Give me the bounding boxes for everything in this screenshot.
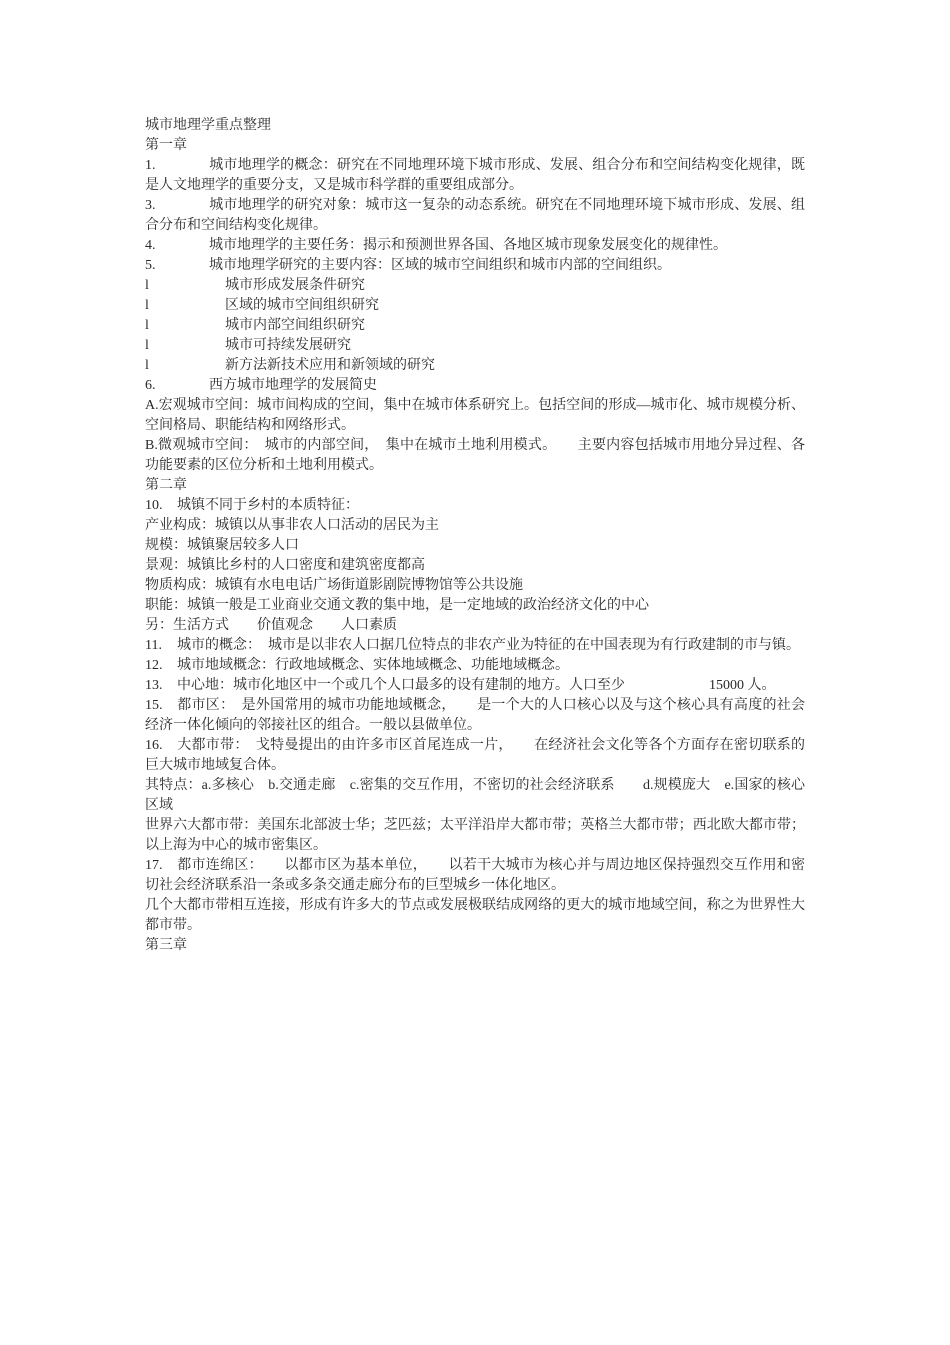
paragraph-text: 景观：城镇比乡村的人口密度和建筑密度都高 (145, 558, 425, 573)
bullet-item (145, 296, 805, 316)
list-number-marker: 15. (145, 698, 163, 713)
list-number-marker: 1. (145, 158, 156, 173)
paragraph (145, 896, 805, 936)
paragraph-text: 城市可持续发展研究 (225, 338, 351, 353)
paragraph (145, 436, 805, 476)
paragraph-text: 西方城市地理学的发展简史 (209, 378, 377, 393)
paragraph (145, 536, 805, 556)
numbered-item (145, 656, 805, 676)
paragraph-text: 中心地：城市化地区中一个或几个人口最多的设有建制的地方。人口至少 15000 人。 (177, 678, 776, 693)
paragraph (145, 776, 805, 816)
list-number-marker: 17. (145, 858, 163, 873)
list-number-marker: 16. (145, 738, 163, 753)
paragraph-text: 职能：城镇一般是工业商业交通文教的集中地，是一定地域的政治经济文化的中心 (145, 598, 649, 613)
list-number-marker: 6. (145, 378, 156, 393)
paragraph (145, 576, 805, 596)
paragraph (145, 556, 805, 576)
paragraph (145, 596, 805, 616)
paragraph-text: 城市的概念： 城市是以非农人口据几位特点的非农产业为特征的在中国表现为有行政建制的市与镇。 (177, 638, 800, 653)
paragraph-text: A.宏观城市空间：城市间构成的空间，集中在城市体系研究上。包括空间的形成—城市化、城市规模分析、空间格局、职能结构和网络形式。 (145, 398, 805, 433)
paragraph (145, 816, 805, 856)
paragraph-text: 世界六大都市带：美国东北部波士华；芝匹兹；太平洋沿岸大都市带；英格兰大都市带；西北欧大都市带；以上海为中心的城市密集区。 (145, 818, 805, 853)
paragraph-text: 城镇不同于乡村的本质特征： (177, 498, 359, 513)
paragraph-text: 第一章 (145, 138, 187, 153)
paragraph-text: 区域的城市空间组织研究 (225, 298, 379, 313)
list-number-marker: 10. (145, 498, 163, 513)
paragraph-text: 城市形成发展条件研究 (225, 278, 365, 293)
numbered-item (145, 676, 805, 696)
paragraph-text: B.微观城市空间： 城市的内部空间， 集中在城市土地利用模式。 主要内容包括城市用地分异过程、各功能要素的区位分析和土地利用模式。 (145, 438, 805, 473)
paragraph-text: 另：生活方式 价值观念 人口素质 (145, 618, 397, 633)
numbered-item (145, 156, 805, 196)
paragraph-text: 产业构成：城镇以从事非农人口活动的居民为主 (145, 518, 439, 533)
paragraph-text: 新方法新技术应用和新领域的研究 (225, 358, 435, 373)
numbered-item (145, 736, 805, 776)
paragraph (145, 616, 805, 636)
numbered-item (145, 636, 805, 656)
list-number-marker: 13. (145, 678, 163, 693)
paragraph-text: 其特点：a.多核心 b.交通走廊 c.密集的交互作用，不密切的社会经济联系 d.规模庞大 e.国家的核心区域 (145, 778, 805, 813)
paragraph-text: 都市区： 是外国常用的城市功能地域概念， 是一个大的人口核心以及与这个核心具有高度的社会经济一体化倾向的邻接社区的组合。一般以县做单位。 (145, 698, 805, 733)
bullet-marker: l (145, 318, 149, 333)
paragraph-text: 第三章 (145, 938, 187, 953)
bullet-marker: l (145, 338, 149, 353)
numbered-item (145, 196, 805, 236)
paragraph (145, 396, 805, 436)
paragraph-text: 城市地域概念：行政地域概念、实体地域概念、功能地域概念。 (177, 658, 569, 673)
numbered-item (145, 376, 805, 396)
list-number-marker: 4. (145, 238, 156, 253)
bullet-marker: l (145, 298, 149, 313)
paragraph-text: 城市内部空间组织研究 (225, 318, 365, 333)
numbered-item (145, 256, 805, 276)
paragraph-text: 都市连绵区： 以都市区为基本单位， 以若干大城市为核心并与周边地区保持强烈交互作用和密切社会经济联系沿一条或多条交通走廊分布的巨型城乡一体化地区。 (145, 858, 805, 893)
paragraph-text: 城市地理学的研究对象：城市这一复杂的动态系统。研究在不同地理环境下城市形成、发展、组合分布和空间结构变化规律。 (145, 198, 805, 233)
bullet-item (145, 276, 805, 296)
list-number-marker: 11. (145, 638, 162, 653)
list-number-marker: 12. (145, 658, 163, 673)
bullet-item (145, 336, 805, 356)
chapter-heading (145, 936, 805, 956)
document-title (145, 116, 805, 136)
bullet-item (145, 356, 805, 376)
numbered-item (145, 696, 805, 736)
list-number-marker: 5. (145, 258, 156, 273)
paragraph-text: 大都市带： 戈特曼提出的由许多市区首尾连成一片， 在经济社会文化等各个方面存在密切联系的巨大城市地域复合体。 (145, 738, 805, 773)
paragraph-text: 城市地理学研究的主要内容：区域的城市空间组织和城市内部的空间组织。 (209, 258, 671, 273)
bullet-marker: l (145, 358, 149, 373)
numbered-item (145, 496, 805, 516)
paragraph-text: 城市地理学重点整理 (145, 118, 271, 133)
numbered-item (145, 236, 805, 256)
list-number-marker: 3. (145, 198, 156, 213)
paragraph-text: 第二章 (145, 478, 187, 493)
chapter-heading (145, 476, 805, 496)
paragraph-text: 物质构成：城镇有水电电话广场街道影剧院博物馆等公共设施 (145, 578, 523, 593)
numbered-item (145, 856, 805, 896)
paragraph-text: 城市地理学的概念：研究在不同地理环境下城市形成、发展、组合分布和空间结构变化规律，既是人文地理学的重要分支，又是城市科学群的重要组成部分。 (145, 158, 805, 193)
paragraph (145, 516, 805, 536)
paragraph-text: 几个大都市带相互连接，形成有许多大的节点或发展极联结成网络的更大的城市地域空间，称之为世界性大都市带。 (145, 898, 805, 933)
paragraph-text: 规模：城镇聚居较多人口 (145, 538, 299, 553)
paragraph-text: 城市地理学的主要任务：揭示和预测世界各国、各地区城市现象发展变化的规律性。 (209, 238, 727, 253)
bullet-marker: l (145, 278, 149, 293)
bullet-item (145, 316, 805, 336)
document-content (145, 116, 805, 956)
chapter-heading (145, 136, 805, 156)
